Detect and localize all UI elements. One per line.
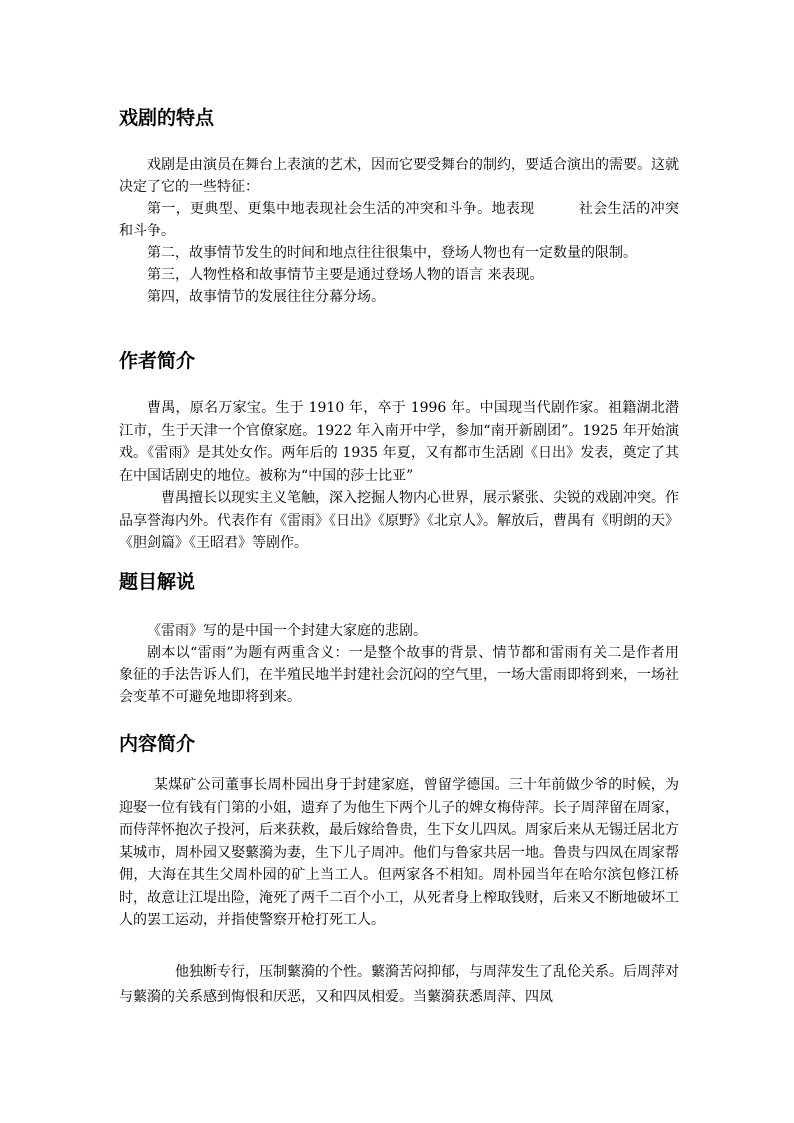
section-title-author: 作者简介 bbox=[119, 350, 196, 372]
paragraph: 第二，故事情节发生的时间和地点往往很集中，登场人物也有一定数量的限制。 bbox=[147, 245, 637, 261]
paragraph: 剧本以“雷雨”为题有两重含义：一是整个故事的背景、情节都和雷雨有关二是作者用象征的手法告诉人们，在半殖民地半封建社会沉闷的空气里，一场大雷雨即将到来，一场社会变革不可避免地即将到来。 bbox=[119, 645, 679, 705]
section-title-drama-features: 戏剧的特点 bbox=[119, 107, 215, 129]
paragraph: 第四，故事情节的发展往往分幕分场。 bbox=[147, 289, 385, 305]
paragraph-part: 第一，更典型、更集中地表现社会生活的冲突和斗争。地表现 bbox=[147, 201, 535, 217]
section-title-explanation: 题目解说 bbox=[119, 571, 196, 593]
paragraph: 曹禺擅长以现实主义笔触，深入挖掘人物内心世界，展示紧张、尖锐的戏剧冲突。作品享誉海内外。代表作有《雷雨》《日出》《原野》《北京人》。解放后，曹禺有《明朗的天》《胆剑篇》《王昭君》等剧作。 bbox=[119, 490, 679, 551]
section-body-drama-features bbox=[119, 154, 679, 308]
paragraph: 曹禺，原名万家宝。生于 1910 年，卒于 1996 年。中国现当代剧作家。祖籍湖北潜江市，生于天津一个官僚家庭。1922 年入南开中学，参加“南开新剧团”。1925 年开始演戏。《雷雨》是其处女作。两年后的 1935 年夏，又有都市生活剧《日出》发表，奠定了其在中国话剧史的地位。被称为“中国的莎士比亚” bbox=[119, 400, 679, 484]
paragraph: 第三，人物性格和故事情节主要是通过登场人物的语言 来表现。 bbox=[147, 267, 544, 283]
paragraph: 他独断专行，压制蘩漪的个性。蘩漪苦闷抑郁，与周萍发生了乱伦关系。后周萍对与蘩漪的关系感到悔恨和厌恶，又和四凤相爱。当蘩漪获悉周萍、四凤 bbox=[119, 964, 679, 1005]
section-body-explanation bbox=[119, 620, 679, 708]
section-body-summary bbox=[119, 774, 679, 932]
section-title-summary: 内容简介 bbox=[119, 733, 196, 755]
paragraph: 戏剧是由演员在舞台上表演的艺术，因而它要受舞台的制约，要适合演出的需要。这就决定了它的一些特征： bbox=[119, 157, 679, 195]
paragraph-part: 社会生活的冲突和斗争。 bbox=[119, 201, 680, 239]
section-body-author bbox=[119, 397, 679, 555]
paragraph bbox=[119, 198, 679, 242]
section-body-summary-continued bbox=[119, 960, 679, 1010]
paragraph: 某煤矿公司董事长周朴园出身于封建家庭，曾留学德国。三十年前做少爷的时候，为迎娶一位有钱有门第的小姐，遗弃了为他生下两个儿子的婢女梅侍萍。长子周萍留在周家，而侍萍怀抱次子投河，后来获救，最后嫁给鲁贵，生下女儿四凤。周家后来从无锡迁居北方某城市，周朴园又娶蘩漪为妻，生下儿子周冲。他们与鲁家共居一地。鲁贵与四凤在周家帮佣，大海在其生父周朴园的矿上当工人。但两家各不相知。周朴园当年在哈尔滨包修江桥时，故意让江堤出险，淹死了两千二百个小工，从死者身上榨取钱财，后来又不断地破坏工人的罢工运动，并指使警察开枪打死工人。 bbox=[119, 777, 679, 928]
paragraph: 《雷雨》写的是中国一个封建大家庭的悲剧。 bbox=[147, 623, 427, 639]
